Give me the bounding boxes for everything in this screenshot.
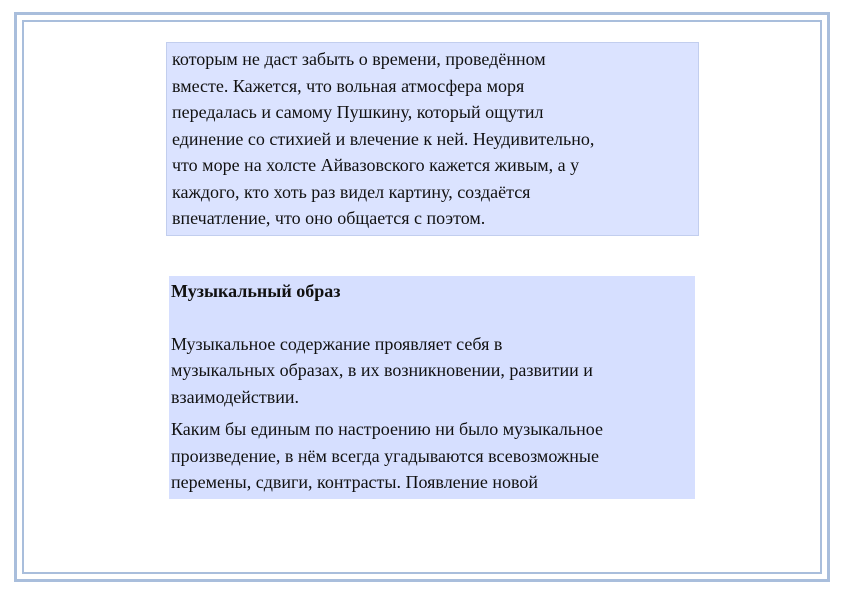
text-line: вместе. Кажется, что вольная атмосфера моря (172, 75, 525, 96)
text-card-musical-image (169, 276, 695, 499)
text-line: что море на холсте Айвазовского кажется живым, а у (172, 155, 580, 175)
text-line: единение со стихией и влечение к ней. Неудивительно, (172, 128, 595, 149)
paragraph-spacer (171, 305, 693, 331)
text-line: передалась и самому Пушкину, который ощутил (172, 102, 544, 122)
section-heading: Музыкальный образ (171, 281, 341, 301)
text-line: Музыкальное содержание проявляет себя в (171, 333, 503, 354)
text-line: которым не даст забыть о времени, проведённом (172, 49, 546, 69)
text-line: произведение, в нём всегда угадываются всевозможные (171, 445, 600, 466)
text-line: музыкальных образах, в их возникновении, развитии и (171, 360, 593, 380)
text-line: впечатление, что оно общается с поэтом. (172, 208, 486, 228)
text-card-pushkin (166, 42, 699, 236)
text-line: Каким бы единым по настроению ни было музыкальное (171, 419, 603, 439)
text-line: перемены, сдвиги, контрасты. Появление новой (171, 472, 539, 492)
text-line: взаимодействии. (171, 386, 300, 407)
text-line: каждого, кто хоть раз видел картину, создаётся (172, 181, 531, 202)
